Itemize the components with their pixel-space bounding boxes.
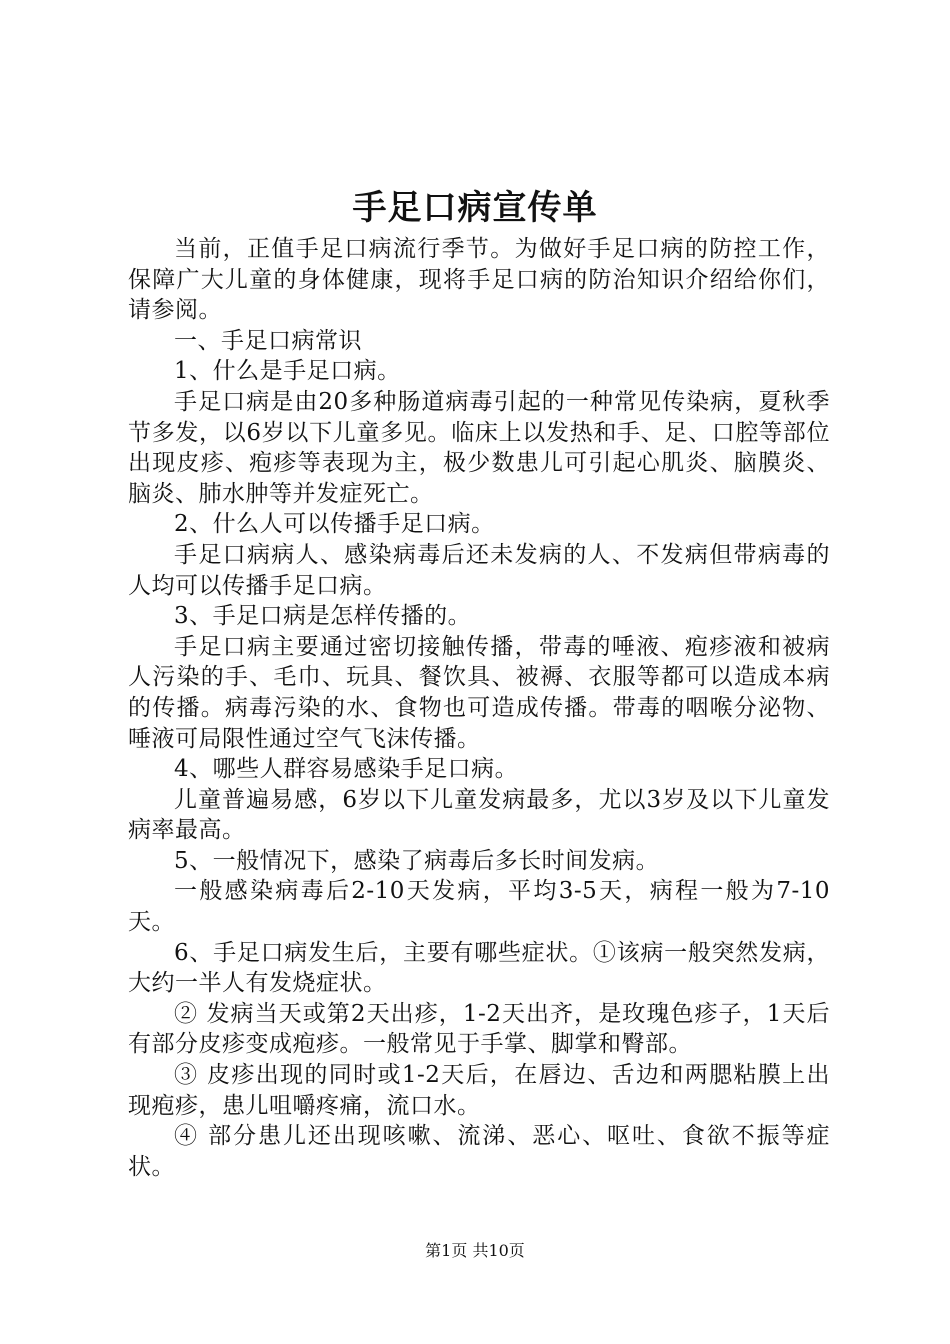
symptom-item: ② 发病当天或第2天出疹，1-2天出齐，是玫瑰色疹子，1天后有部分皮疹变成疱疹。一般常见于手掌、脚掌和臀部。: [128, 1000, 830, 1058]
question-heading: 2、什么人可以传播手足口病。: [174, 511, 495, 538]
paragraph: 6、手足口病发生后，主要有哪些症状。①该病一般突然发病，大约一半人有发烧症状。: [128, 939, 830, 997]
paragraph: 一般感染病毒后2-10天发病，平均3-5天，病程一般为7-10天。: [128, 878, 830, 936]
paragraph: 儿童普遍易感，6岁以下儿童发病最多，尤以3岁及以下儿童发病率最高。: [128, 786, 830, 844]
page-footer: 第1页 共10页: [425, 1241, 525, 1260]
section-heading: 一、手足口病常识: [174, 327, 362, 354]
question-heading: 3、手足口病是怎样传播的。: [174, 603, 472, 630]
paragraph: 手足口病主要通过密切接触传播，带毒的唾液、疱疹液和被病人污染的手、毛巾、玩具、餐饮具、被褥、衣服等都可以造成本病的传播。病毒污染的水、食物也可造成传播。带毒的咽喉分泌物、唾液可局限性通过空气飞沫传播。: [128, 633, 830, 752]
question-heading: 1、什么是手足口病。: [174, 358, 401, 385]
symptom-item: ③ 皮疹出现的同时或1-2天后，在唇边、舌边和两腮粘膜上出现疱疹，患儿咀嚼疼痛，流口水。: [128, 1062, 830, 1119]
paragraph-intro: 当前，正值手足口病流行季节。为做好手足口病的防控工作，保障广大儿童的身体健康，现将手足口病的防治知识介绍给你们，请参阅。: [128, 236, 830, 324]
document-body: [128, 234, 830, 1182]
question-heading: 5、一般情况下，感染了病毒后多长时间发病。: [174, 847, 660, 874]
question-heading: 4、哪些人群容易感染手足口病。: [174, 756, 519, 783]
page-title: 手足口病宣传单: [352, 188, 598, 228]
paragraph: 手足口病是由20多种肠道病毒引起的一种常见传染病，夏秋季节多发，以6岁以下儿童多见。临床上以发热和手、足、口腔等部位出现皮疹、疱疹等表现为主，极少数患儿可引起心肌炎、脑膜炎、脑炎、肺水肿等并发症死亡。: [128, 388, 830, 507]
symptom-item: ④ 部分患儿还出现咳嗽、流涕、恶心、呕吐、食欲不振等症状。: [128, 1123, 830, 1180]
paragraph: 手足口病病人、感染病毒后还未发病的人、不发病但带病毒的人均可以传播手足口病。: [128, 541, 830, 599]
